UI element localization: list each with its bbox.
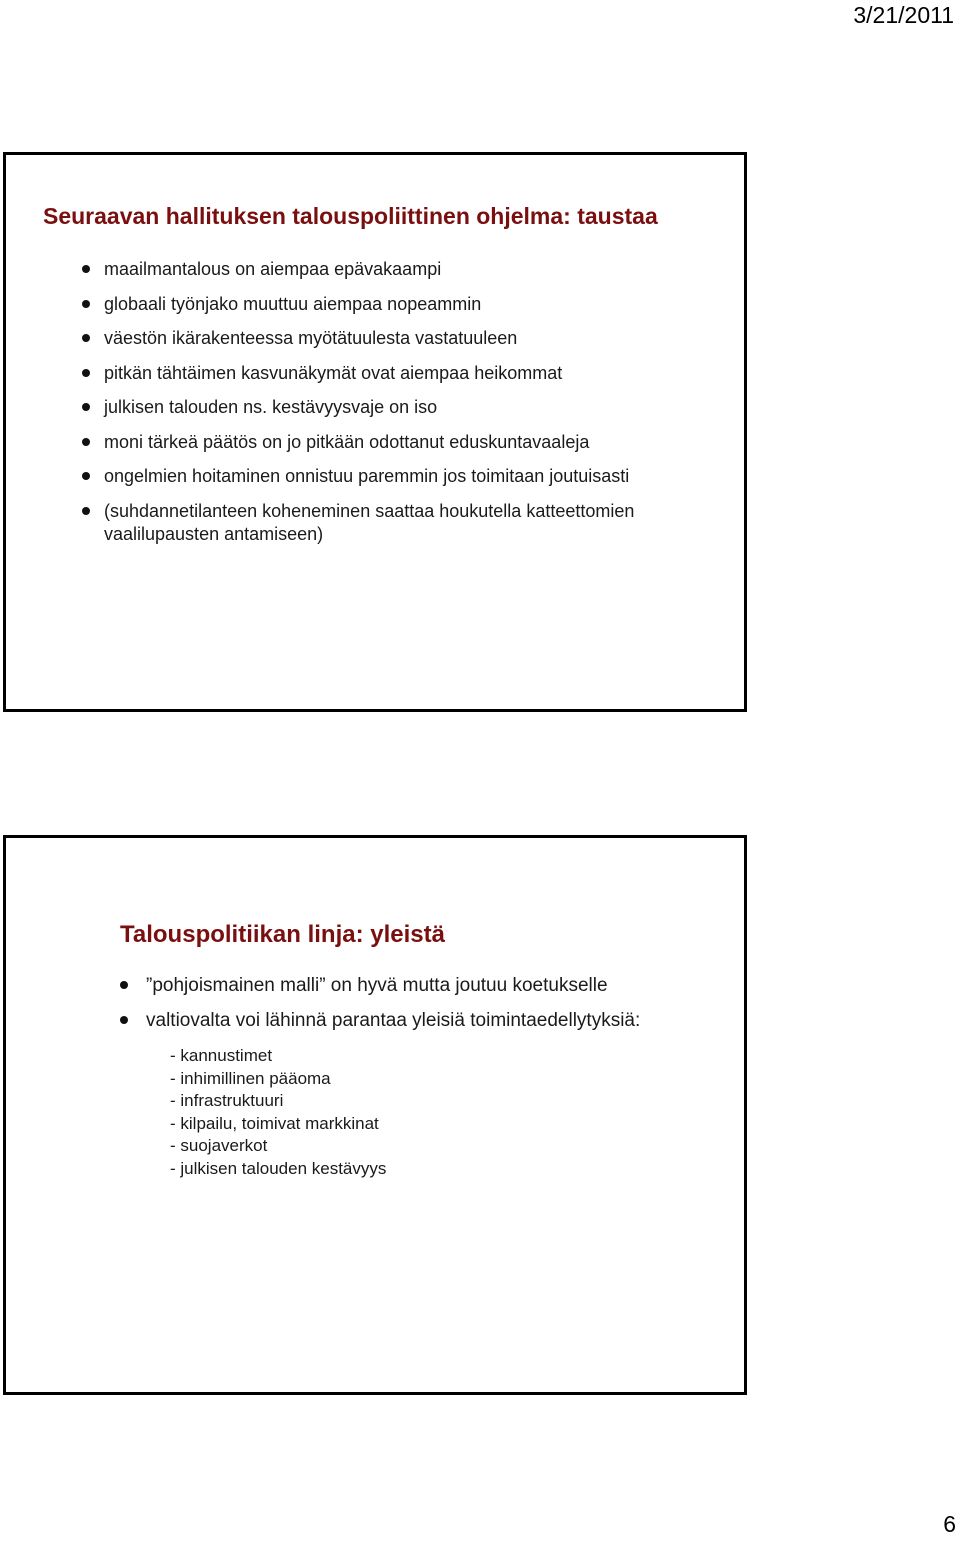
slide-title: Seuraavan hallituksen talouspoliittinen ohjelma: taustaa [43,203,658,229]
bullet-item [82,258,732,281]
sub-item: - suojaverkot [170,1136,268,1155]
sub-list [170,1045,386,1180]
sub-item: - kilpailu, toimivat markkinat [170,1113,379,1133]
slide-title: Talouspolitiikan linja: yleistä [120,921,445,948]
bullet-text: julkisen talouden ns. kestävyysvaje on iso [104,397,438,417]
slide-2 [3,835,747,1395]
bullet-icon [82,403,90,411]
sub-item: - inhimillinen pääoma [170,1068,331,1088]
bullet-list [82,258,732,557]
bullet-list [120,974,730,1043]
bullet-text: maailmantalous on aiempaa epävakaampi [104,259,442,279]
bullet-text: (suhdannetilanteen koheneminen saattaa houkutella katteettomien vaalilupausten antamiseen) [104,500,635,544]
bullet-icon [82,334,90,342]
bullet-text: ongelmien hoitaminen onnistuu paremmin jos toimitaan joutuisasti [104,466,630,486]
bullet-icon [82,438,90,446]
bullet-item [120,1009,730,1033]
bullet-text: moni tärkeä päätös on jo pitkään odottanut eduskuntavaaleja [104,431,590,452]
bullet-icon [82,265,90,273]
sub-item: - infrastruktuuri [170,1091,284,1110]
bullet-text: ”pohjoismainen malli” on hyvä mutta joutuu koetukselle [146,975,608,996]
bullet-item [82,396,732,419]
bullet-icon [82,507,90,515]
bullet-item [120,974,730,998]
page-number: 6 [943,1511,956,1537]
bullet-item [82,431,732,454]
bullet-item [82,362,732,385]
page-date: 3/21/2011 [853,2,954,28]
bullet-item [82,500,732,546]
bullet-icon [120,981,128,989]
sub-item: - kannustimet [170,1046,273,1065]
slide-1 [3,152,747,712]
bullet-icon [82,300,90,308]
bullet-icon [82,472,90,480]
sub-item: - julkisen talouden kestävyys [170,1158,387,1178]
bullet-text: valtiovalta voi lähinnä parantaa yleisiä toimintaedellytyksiä: [146,1009,641,1031]
bullet-text: globaali työnjako muuttuu aiempaa nopeammin [104,293,482,314]
bullet-item [82,293,732,316]
bullet-icon [82,369,90,377]
bullet-item [82,327,732,350]
bullet-text: väestön ikärakenteessa myötätuulesta vastatuuleen [104,328,518,348]
bullet-icon [120,1016,128,1024]
bullet-text: pitkän tähtäimen kasvunäkymät ovat aiempaa heikommat [104,362,563,383]
bullet-item [82,465,732,488]
